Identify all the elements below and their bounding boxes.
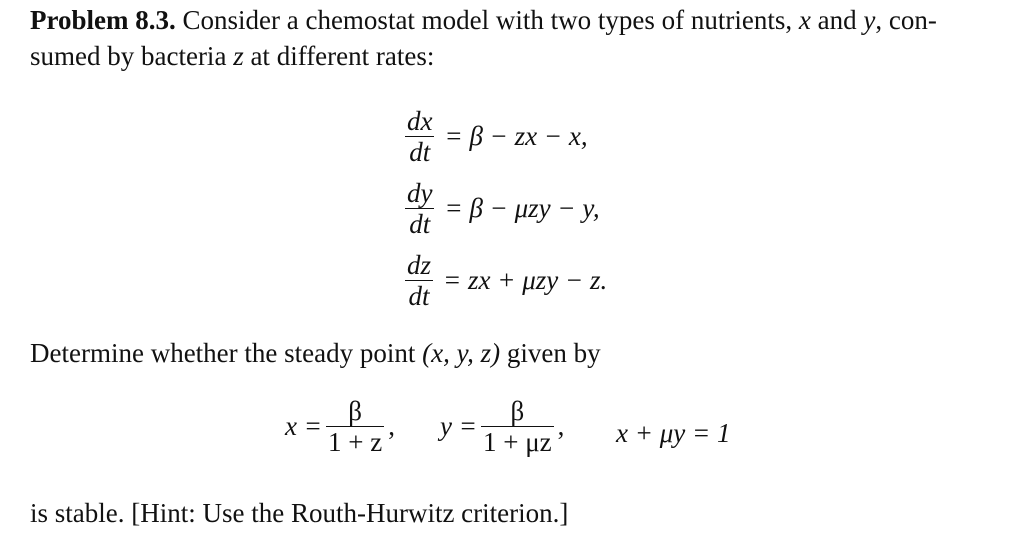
constraint-expression (616, 418, 730, 449)
fraction-denominator: dt (409, 208, 431, 239)
intro-end: at different rates: (243, 41, 435, 71)
hint-text: is stable. [Hint: Use the Routh-Hurwitz criterion.] (30, 498, 569, 528)
steady-y-expression (440, 396, 564, 457)
intro-consumed: , con-sumed by bacteria (30, 5, 937, 71)
equation-dx (405, 100, 607, 172)
steady-x-expression (285, 396, 395, 457)
var-z: z (233, 41, 244, 71)
fraction-numerator: β (348, 396, 362, 426)
y-lhs: y = (440, 411, 477, 441)
x-punct: , (388, 411, 395, 441)
fraction-numerator: dz (407, 249, 432, 280)
fraction-numerator: β (510, 396, 525, 426)
equation-rhs: = β − zx − x, (444, 120, 588, 151)
ode-system (405, 100, 607, 316)
equation-rhs: = zx + μzy − z. (443, 264, 608, 295)
determine-sentence (30, 335, 1000, 371)
derivative-fraction (405, 250, 433, 311)
x-lhs: x = (285, 411, 322, 441)
fraction-denominator: dt (408, 280, 430, 311)
fraction-denominator: 1 + z (327, 427, 383, 457)
y-punct: , (557, 411, 565, 441)
derivative-fraction (405, 106, 434, 167)
determine-text: Determine whether the steady point (30, 338, 423, 368)
fraction-numerator: dy (407, 177, 433, 208)
fraction-denominator: 1 + μz (482, 427, 552, 457)
derivative-fraction (405, 178, 434, 239)
y-fraction (481, 396, 554, 457)
var-y: y (863, 5, 876, 35)
var-x: x (798, 5, 811, 35)
equation-dz (405, 244, 607, 316)
determine-end: given by (500, 338, 601, 368)
intro-text: Consider a chemostat model with two types of nutrients, (175, 5, 799, 35)
steady-point: (x, y, z) (422, 338, 501, 368)
intro-and: and (810, 5, 864, 35)
problem-statement (30, 2, 1000, 74)
hint-sentence (30, 495, 1000, 531)
fraction-numerator: dx (407, 105, 433, 136)
problem-label: Problem 8.3. (30, 5, 176, 35)
x-fraction (326, 396, 384, 457)
equation-rhs: = β − μzy − y, (444, 192, 600, 223)
equation-dy (405, 172, 607, 244)
constraint-text: x + μy = 1 (616, 418, 731, 448)
fraction-denominator: dt (409, 136, 431, 167)
